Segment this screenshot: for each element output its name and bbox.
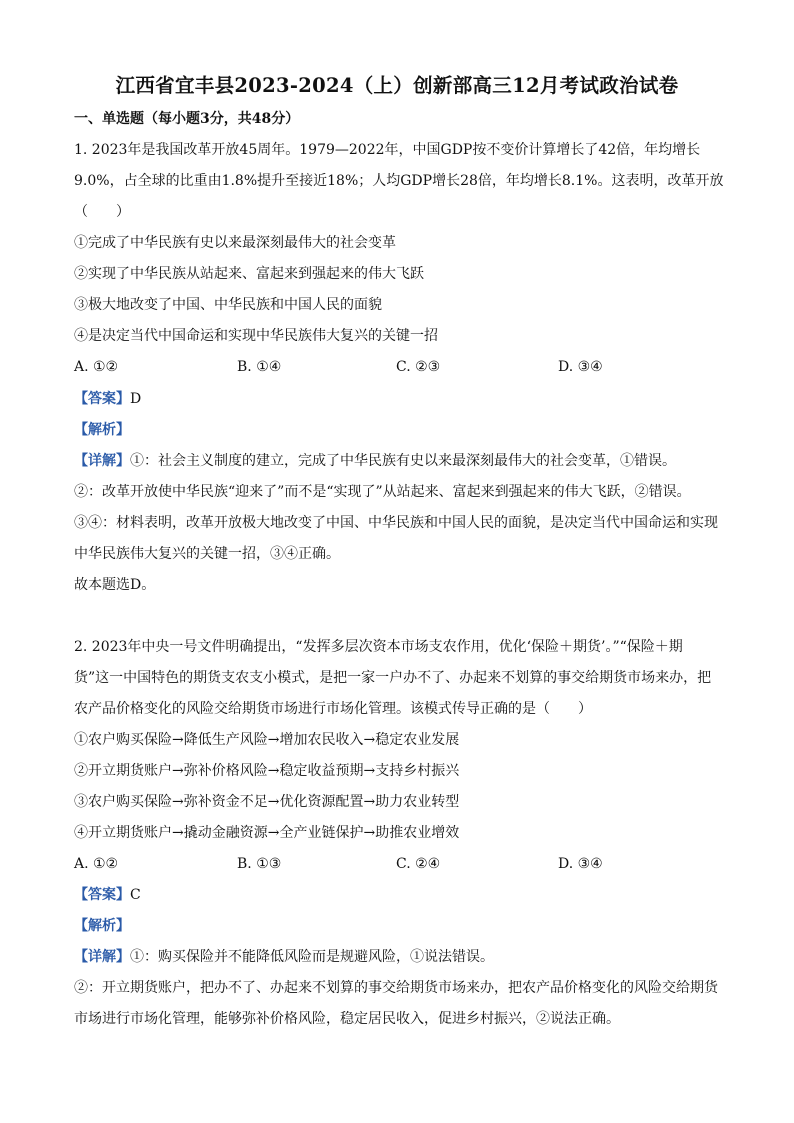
q1-detail-text: ①：社会主义制度的建立，完成了中华民族有史以来最深刻最伟大的社会变革，①错误。 (130, 453, 676, 469)
q2-detail-line-3: 市场进行市场化管理，能够弥补价格风险，稳定居民收入，促进乡村振兴，②说法正确。 (74, 1011, 620, 1027)
q1-stem-line-3: （ ） (74, 204, 130, 220)
answer-tag: 【答案】 (74, 887, 130, 903)
q1-stem-line-2: 9.0%，占全球的比重由1.8%提升至接近18%；人均GDP增长28倍，年均增长8.1%。这表明，改革开放 (74, 173, 724, 189)
q1-conclusion: 故本题选D。 (74, 577, 156, 593)
q2-option-a: A. ①② (74, 856, 119, 872)
q2-option-c: C. ②④ (396, 856, 441, 872)
q1-option-a: A. ①② (74, 359, 119, 375)
answer-tag: 【答案】 (74, 391, 130, 407)
q2-stem-line-1: 2. 2023年中央一号文件明确提出，“发挥多层次资本市场支农作用，优化‘保险＋期货’。”“保险＋期 (74, 639, 683, 655)
q1-option-d: D. ③④ (558, 359, 603, 375)
q1-options (74, 358, 734, 376)
q1-item-3: ③极大地改变了中国、中华民族和中国人民的面貌 (74, 297, 382, 313)
q2-options (74, 855, 734, 873)
section-heading: 一、单选题（每小题3分，共48分） (74, 111, 300, 127)
page-title: 江西省宜丰县2023-2024（上）创新部高三12月考试政治试卷 (115, 74, 679, 97)
q1-item-1: ①完成了中华民族有史以来最深刻最伟大的社会变革 (74, 235, 396, 251)
q2-stem-line-3: 农产品价格变化的风险交给期货市场进行市场化管理。该模式传导正确的是（ ） (74, 701, 592, 717)
detail-tag: 【详解】 (74, 453, 130, 469)
q2-option-d: D. ③④ (558, 856, 603, 872)
q1-item-2: ②实现了中华民族从站起来、富起来到强起来的伟大飞跃 (74, 266, 424, 282)
q1-stem-line-1: 1. 2023年是我国改革开放45周年。1979—2022年，中国GDP按不变价计算增长了42倍，年均增长 (74, 142, 701, 158)
q2-stem-line-2: 货”这一中国特色的期货支农支小模式，是把一家一户办不了、办起来不划算的事交给期货市场来办，把 (74, 670, 712, 686)
q2-analysis (74, 917, 130, 935)
q1-option-b: B. ①④ (237, 359, 282, 375)
q1-analysis (74, 421, 130, 439)
q2-detail-text: ①：购买保险并不能降低风险而是规避风险，①说法错误。 (130, 949, 494, 965)
q1-detail-line-3: ③④：材料表明，改革开放极大地改变了中国、中华民族和中国人民的面貌，是决定当代中国命运和实现 (74, 515, 718, 531)
q2-item-2: ②开立期货账户→弥补价格风险→稳定收益预期→支持乡村振兴 (74, 763, 460, 779)
q1-answer (74, 390, 141, 408)
detail-tag: 【详解】 (74, 949, 130, 965)
q2-detail-line-1 (74, 948, 494, 966)
q1-answer-value: D (130, 391, 142, 407)
q1-detail-line-1 (74, 452, 676, 470)
q2-item-3: ③农户购买保险→弥补资金不足→优化资源配置→助力农业转型 (74, 794, 460, 810)
q2-answer-value: C (130, 887, 141, 903)
analysis-tag: 【解析】 (74, 918, 130, 934)
q2-option-b: B. ①③ (237, 856, 282, 872)
q2-item-4: ④开立期货账户→撬动金融资源→全产业链保护→助推农业增效 (74, 825, 460, 841)
q2-detail-line-2: ②：开立期货账户，把办不了、办起来不划算的事交给期货市场来办，把农产品价格变化的风险交给期货 (74, 980, 718, 996)
analysis-tag: 【解析】 (74, 422, 130, 438)
q2-item-1: ①农户购买保险→降低生产风险→增加农民收入→稳定农业发展 (74, 732, 460, 748)
q1-item-4: ④是决定当代中国命运和实现中华民族伟大复兴的关键一招 (74, 328, 438, 344)
q1-detail-line-4: 中华民族伟大复兴的关键一招，③④正确。 (74, 546, 340, 562)
q1-option-c: C. ②③ (396, 359, 441, 375)
q2-answer (74, 886, 141, 904)
q1-detail-line-2: ②：改革开放使中华民族“迎来了”而不是“实现了”从站起来、富起来到强起来的伟大飞跃，②错误。 (74, 484, 691, 500)
